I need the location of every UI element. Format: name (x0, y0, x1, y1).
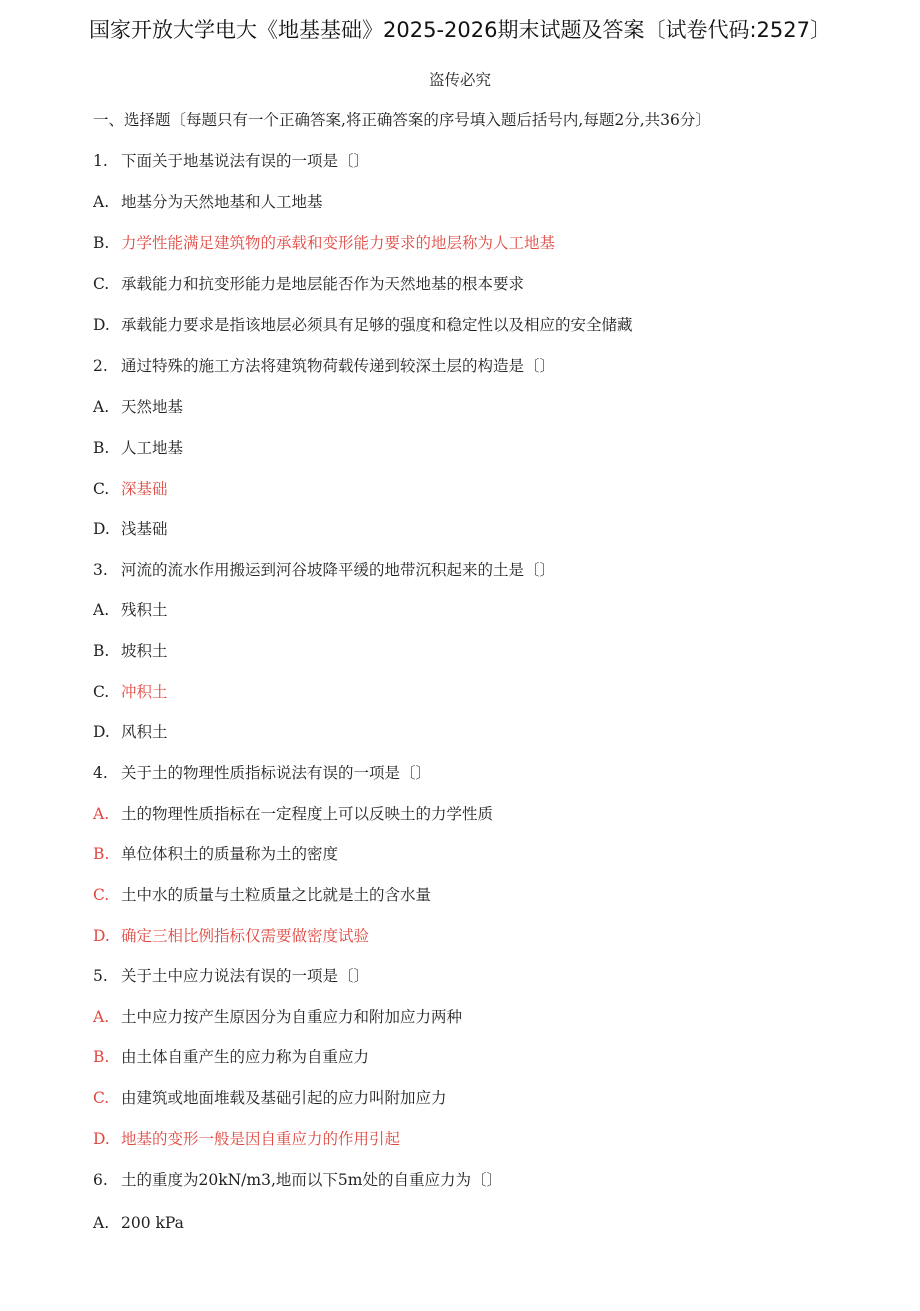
question-number: 1. (93, 152, 108, 170)
question-4 (93, 763, 431, 783)
option-label: D. (93, 723, 110, 741)
q1-option-b-answer (93, 233, 555, 253)
option-label: C. (93, 683, 110, 701)
option-label: A. (93, 398, 110, 416)
option-label: A. (93, 601, 110, 619)
option-label-answer: B. (93, 1048, 110, 1066)
option-text: 人工地基 (121, 439, 184, 457)
q5-option-d-answer (93, 1129, 400, 1149)
question-1 (93, 151, 369, 171)
option-label: C. (93, 480, 110, 498)
option-label: D. (93, 316, 110, 334)
option-text: 土中水的质量与土粒质量之比就是土的含水量 (121, 886, 432, 904)
q4-option-c (93, 885, 431, 905)
question-number: 5. (93, 967, 108, 985)
q4-option-d-answer (93, 926, 369, 946)
option-text: 由建筑或地面堆载及基础引起的应力叫附加应力 (121, 1089, 447, 1107)
option-label: D. (93, 520, 110, 538)
option-text: 地基分为天然地基和人工地基 (121, 193, 323, 211)
option-label-answer: A. (93, 805, 110, 823)
option-text-answer: 确定三相比例指标仅需要做密度试验 (121, 927, 370, 945)
option-text: 承载能力要求是指该地层必须具有足够的强度和稳定性以及相应的安全储藏 (121, 316, 633, 334)
option-text: 浅基础 (121, 520, 168, 538)
option-label-answer: B. (93, 845, 110, 863)
question-text: 河流的流水作用搬运到河谷坡降平缓的地带沉积起来的土是〔〕 (121, 561, 556, 579)
option-label-answer: C. (93, 1089, 110, 1107)
q4-option-b (93, 844, 338, 864)
question-text: 土的重度为20kN/m3,地而以下5m处的自重应力为〔〕 (121, 1171, 502, 1189)
option-text: 承载能力和抗变形能力是地层能否作为天然地基的根本要求 (121, 275, 525, 293)
question-text: 通过特殊的施工方法将建筑物荷载传递到较深土层的构造是〔〕 (121, 357, 556, 375)
question-text: 下面关于地基说法有误的一项是〔〕 (121, 152, 370, 170)
option-text-answer: 力学性能满足建筑物的承载和变形能力要求的地层称为人工地基 (121, 234, 556, 252)
question-6 (93, 1170, 502, 1190)
option-label: A. (93, 1214, 110, 1232)
q3-option-b (93, 641, 168, 661)
question-number: 2. (93, 357, 108, 375)
question-text: 关于土中应力说法有误的一项是〔〕 (121, 967, 370, 985)
option-text: 200 kPa (121, 1214, 184, 1232)
option-label: C. (93, 275, 110, 293)
q4-option-a (93, 804, 493, 824)
option-label: B. (93, 642, 110, 660)
q5-option-b (93, 1047, 369, 1067)
q5-option-a (93, 1007, 462, 1027)
q1-option-c (93, 274, 524, 294)
q6-option-a (93, 1213, 184, 1233)
option-label-answer: D. (93, 927, 110, 945)
option-label: B. (93, 234, 110, 252)
document-subtitle: 盗传必究 (428, 71, 491, 89)
option-label-answer: D. (93, 1130, 110, 1148)
question-number: 6. (93, 1171, 108, 1189)
option-text: 由土体自重产生的应力称为自重应力 (121, 1048, 370, 1066)
q3-option-c-answer (93, 682, 168, 702)
option-text: 单位体积土的质量称为土的密度 (121, 845, 339, 863)
q5-option-c (93, 1088, 447, 1108)
option-text: 天然地基 (121, 398, 184, 416)
q2-option-b (93, 438, 183, 458)
question-number: 4. (93, 764, 108, 782)
q2-option-d (93, 519, 168, 539)
option-text: 风积土 (121, 723, 168, 741)
question-2 (93, 356, 555, 376)
q3-option-d (93, 722, 168, 742)
option-text-answer: 冲积土 (121, 683, 168, 701)
option-label: A. (93, 193, 110, 211)
option-label-answer: C. (93, 886, 110, 904)
option-text: 土中应力按产生原因分为自重应力和附加应力两种 (121, 1008, 463, 1026)
q3-option-a (93, 600, 168, 620)
question-number: 3. (93, 561, 108, 579)
option-text: 残积土 (121, 601, 168, 619)
q1-option-a (93, 192, 323, 212)
option-text: 土的物理性质指标在一定程度上可以反映土的力学性质 (121, 805, 494, 823)
question-5 (93, 966, 369, 986)
question-text: 关于土的物理性质指标说法有误的一项是〔〕 (121, 764, 432, 782)
option-text-answer: 地基的变形一般是因自重应力的作用引起 (121, 1130, 401, 1148)
option-text: 坡积土 (121, 642, 168, 660)
q2-option-c-answer (93, 479, 168, 499)
option-label-answer: A. (93, 1008, 110, 1026)
document-title: 国家开放大学电大《地基基础》2025-2026期末试题及答案〔试卷代码:2527〕 (89, 18, 831, 42)
section-heading: 一、选择题〔每题只有一个正确答案,将正确答案的序号填入题后括号内,每题2分,共36分〕 (93, 111, 711, 129)
question-3 (93, 560, 555, 580)
q2-option-a (93, 397, 183, 417)
option-text-answer: 深基础 (121, 480, 168, 498)
q1-option-d (93, 315, 633, 335)
option-label: B. (93, 439, 110, 457)
